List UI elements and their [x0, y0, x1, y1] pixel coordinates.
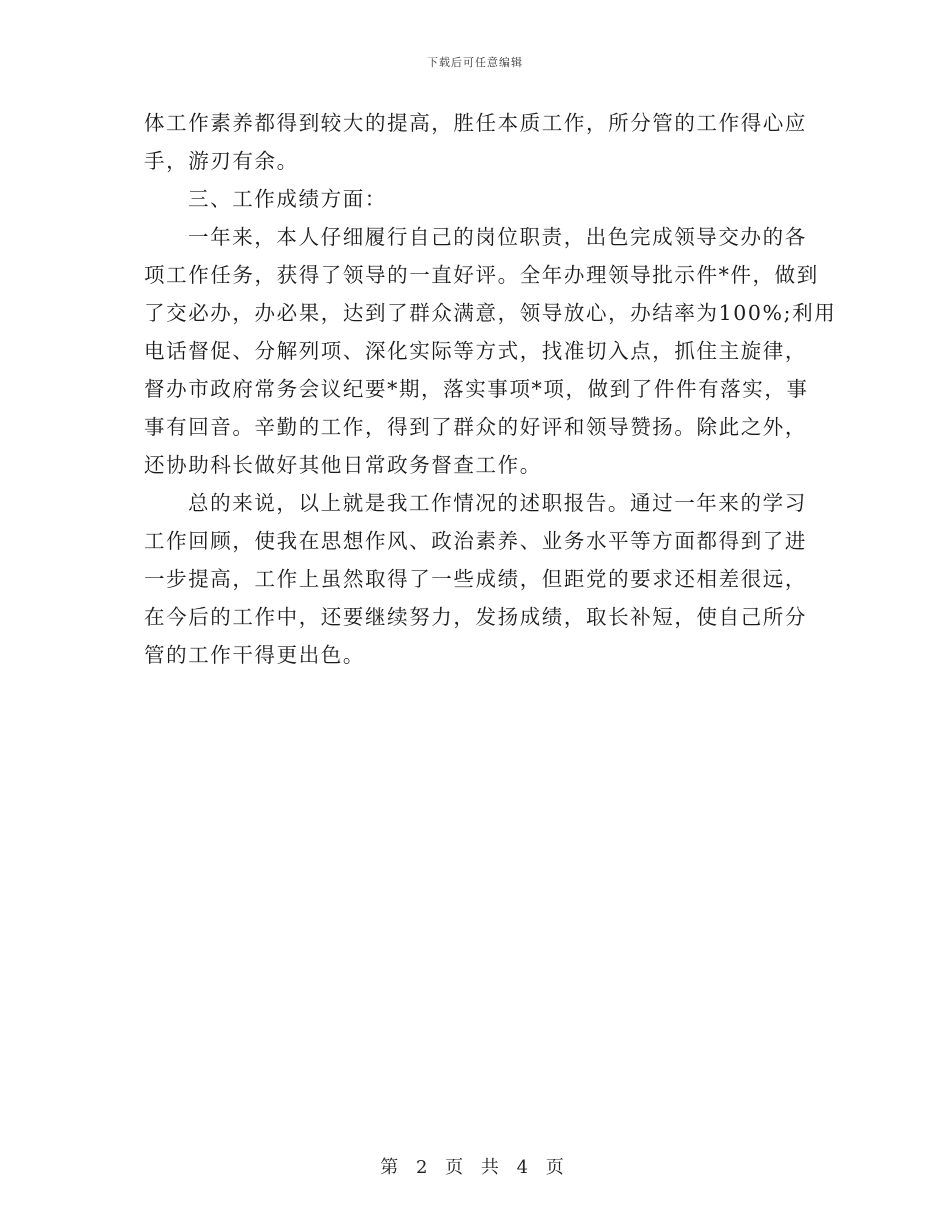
- body-line: 手，游刃有余。: [144, 149, 299, 173]
- body-line: 项工作任务，获得了领导的一直好评。全年办理领导批示件*件，做到: [144, 263, 819, 287]
- body-line: 在今后的工作中，还要继续努力，发扬成绩，取长补短，使自己所分: [144, 605, 807, 629]
- page-header: 下载后可任意编辑: [427, 56, 523, 69]
- section-heading: 三、工作成绩方面：: [188, 187, 387, 211]
- body-line: 工作回顾，使我在思想作风、政治素养、业务水平等方面都得到了进: [144, 529, 807, 553]
- body-line: 体工作素养都得到较大的提高，胜任本质工作，所分管的工作得心应: [144, 111, 807, 135]
- body-line: 事有回音。辛勤的工作，得到了群众的好评和领导赞扬。除此之外，: [144, 415, 807, 439]
- body-line: 一年来，本人仔细履行自己的岗位职责，出色完成领导交办的各: [188, 225, 807, 249]
- body-line: 了交必办，办必果，达到了群众满意，领导放心，办结率为100%;利用: [144, 301, 837, 325]
- body-line: 督办市政府常务会议纪要*期，落实事项*项，做到了件件有落实，事: [144, 377, 809, 401]
- body-line: 一步提高，工作上虽然取得了一些成绩，但距党的要求还相差很远，: [144, 567, 807, 591]
- body-line: 管的工作干得更出色。: [144, 643, 365, 667]
- body-line: 还协助科长做好其他日常政务督查工作。: [144, 453, 542, 477]
- page-number: 第 2 页 共 4 页: [380, 1157, 570, 1178]
- body-line: 电话督促、分解列项、深化实际等方式，找准切入点，抓住主旋律，: [144, 339, 807, 363]
- body-line: 总的来说，以上就是我工作情况的述职报告。通过一年来的学习: [188, 491, 807, 515]
- document-body: [144, 104, 837, 674]
